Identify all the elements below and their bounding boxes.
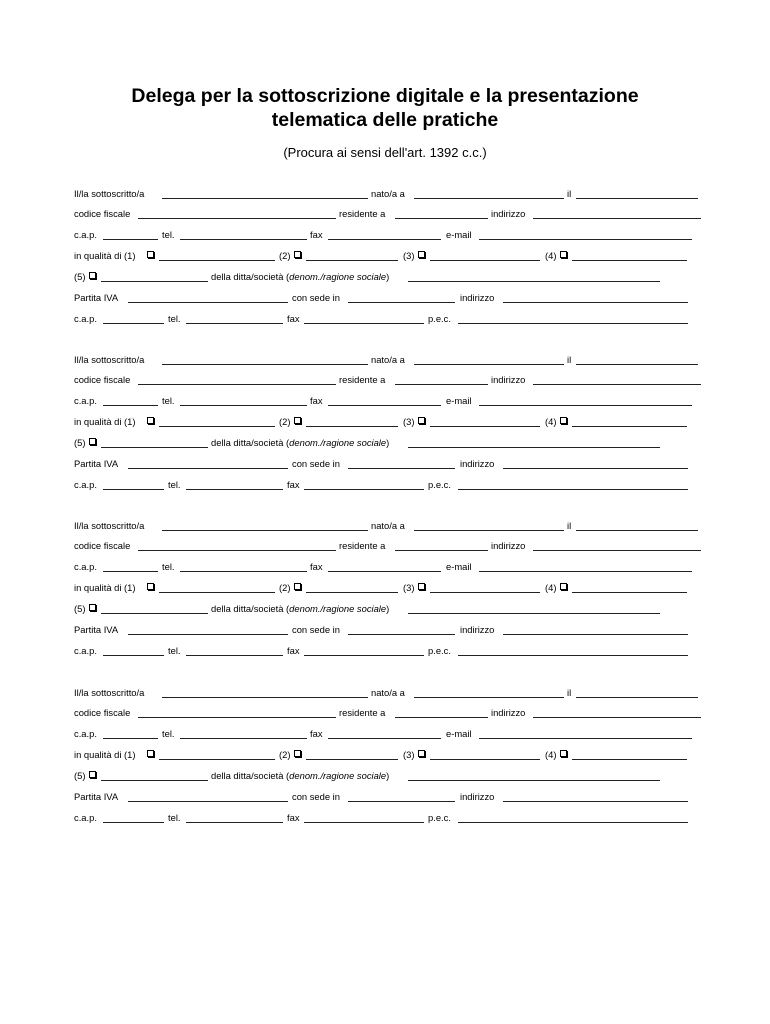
label-indirizzo-sede: indirizzo [460, 791, 495, 802]
row-qualita [0, 580, 770, 596]
label-con-sede: con sede in [292, 791, 340, 802]
field-cap[interactable] [103, 738, 158, 739]
row-ditta [0, 768, 770, 784]
checkbox-opt5[interactable] [89, 771, 96, 778]
label-fax: fax [310, 561, 323, 572]
label-tel-ditta: tel. [168, 313, 181, 324]
label-partita-iva: Partita IVA [74, 791, 119, 802]
field-codice-fiscale[interactable] [138, 218, 336, 219]
label-residente: residente a [339, 208, 386, 219]
row-contatti-ditta [0, 810, 770, 826]
checkbox-opt2[interactable] [294, 583, 301, 590]
document-title [0, 84, 770, 132]
label-fax: fax [310, 229, 323, 240]
label-sottoscritto: Il/la sottoscritto/a [74, 354, 145, 365]
field-opt2[interactable] [306, 592, 398, 593]
field-opt1[interactable] [159, 426, 275, 427]
field-nome[interactable] [162, 530, 368, 531]
field-indirizzo[interactable] [533, 218, 701, 219]
field-opt2[interactable] [306, 759, 398, 760]
field-fax[interactable] [328, 405, 441, 406]
field-opt3[interactable] [430, 759, 540, 760]
row-codice-fiscale [0, 206, 770, 222]
field-opt5[interactable] [101, 281, 208, 282]
checkbox-opt4[interactable] [560, 251, 567, 258]
field-ragione-sociale[interactable] [408, 447, 660, 448]
row-contatti [0, 227, 770, 243]
checkbox-opt5[interactable] [89, 438, 96, 445]
field-data-nascita[interactable] [576, 364, 698, 365]
field-cap[interactable] [103, 405, 158, 406]
field-fax-ditta[interactable] [304, 822, 424, 823]
field-indirizzo-sede[interactable] [503, 302, 688, 303]
row-contatti [0, 559, 770, 575]
label-nato: nato/a a [371, 188, 405, 199]
label-nato: nato/a a [371, 520, 405, 531]
checkbox-opt1[interactable] [147, 251, 154, 258]
field-email[interactable] [479, 239, 692, 240]
label-tel: tel. [162, 728, 175, 739]
field-opt2[interactable] [306, 260, 398, 261]
checkbox-opt1[interactable] [147, 583, 154, 590]
label-cap: c.a.p. [74, 229, 97, 240]
label-nato: nato/a a [371, 687, 405, 698]
label-partita-iva: Partita IVA [74, 624, 119, 635]
row-qualita [0, 248, 770, 264]
field-partita-iva[interactable] [128, 634, 288, 635]
checkbox-opt4[interactable] [560, 583, 567, 590]
label-ditta: della ditta/società (denom./ragione sociale) [211, 770, 390, 781]
field-partita-iva[interactable] [128, 302, 288, 303]
field-indirizzo[interactable] [533, 550, 701, 551]
field-opt5[interactable] [101, 447, 208, 448]
field-email[interactable] [479, 571, 692, 572]
field-residenza[interactable] [395, 550, 488, 551]
label-tel: tel. [162, 229, 175, 240]
field-opt3[interactable] [430, 592, 540, 593]
label-cap-ditta: c.a.p. [74, 479, 97, 490]
label-indirizzo-sede: indirizzo [460, 292, 495, 303]
label-opt3: (3) [403, 749, 415, 760]
row-qualita [0, 747, 770, 763]
field-fax[interactable] [328, 239, 441, 240]
field-residenza[interactable] [395, 384, 488, 385]
label-sottoscritto: Il/la sottoscritto/a [74, 520, 145, 531]
label-ditta: della ditta/società (denom./ragione sociale) [211, 437, 390, 448]
label-fax-ditta: fax [287, 479, 300, 490]
field-opt3[interactable] [430, 260, 540, 261]
field-ragione-sociale[interactable] [408, 780, 660, 781]
label-sottoscritto: Il/la sottoscritto/a [74, 188, 145, 199]
label-email: e-mail [446, 561, 472, 572]
label-tel-ditta: tel. [168, 479, 181, 490]
label-codice-fiscale: codice fiscale [74, 707, 131, 718]
field-cap-ditta[interactable] [103, 655, 164, 656]
field-sede[interactable] [348, 468, 455, 469]
label-indirizzo: indirizzo [491, 707, 526, 718]
label-con-sede: con sede in [292, 292, 340, 303]
label-opt4: (4) [545, 582, 557, 593]
label-pec: p.e.c. [428, 313, 451, 324]
field-tel-ditta[interactable] [186, 822, 283, 823]
title-line-1: Delega per la sottoscrizione digitale e la presentazione [131, 85, 639, 107]
field-nome[interactable] [162, 364, 368, 365]
row-sottoscritto [0, 685, 770, 701]
row-qualita [0, 414, 770, 430]
field-fax-ditta[interactable] [304, 655, 424, 656]
checkbox-opt1[interactable] [147, 750, 154, 757]
label-indirizzo: indirizzo [491, 540, 526, 551]
field-residenza[interactable] [395, 717, 488, 718]
row-sottoscritto [0, 518, 770, 534]
field-sede[interactable] [348, 634, 455, 635]
field-ragione-sociale[interactable] [408, 613, 660, 614]
field-tel-ditta[interactable] [186, 323, 283, 324]
label-opt2: (2) [279, 416, 291, 427]
row-partita-iva [0, 789, 770, 805]
label-sottoscritto: Il/la sottoscritto/a [74, 687, 145, 698]
checkbox-opt2[interactable] [294, 251, 301, 258]
checkbox-opt4[interactable] [560, 417, 567, 424]
label-email: e-mail [446, 229, 472, 240]
label-codice-fiscale: codice fiscale [74, 374, 131, 385]
label-qualita: in qualità di (1) [74, 582, 136, 593]
label-indirizzo-sede: indirizzo [460, 624, 495, 635]
field-sede[interactable] [348, 302, 455, 303]
field-tel[interactable] [180, 239, 307, 240]
field-opt5[interactable] [101, 780, 208, 781]
checkbox-opt1[interactable] [147, 417, 154, 424]
field-opt2[interactable] [306, 426, 398, 427]
field-cap[interactable] [103, 571, 158, 572]
label-tel-ditta: tel. [168, 812, 181, 823]
label-opt3: (3) [403, 582, 415, 593]
label-pec: p.e.c. [428, 645, 451, 656]
field-luogo-nascita[interactable] [414, 198, 564, 199]
field-data-nascita[interactable] [576, 530, 698, 531]
field-ragione-sociale[interactable] [408, 281, 660, 282]
label-cap: c.a.p. [74, 728, 97, 739]
row-ditta [0, 601, 770, 617]
field-tel-ditta[interactable] [186, 655, 283, 656]
field-codice-fiscale[interactable] [138, 717, 336, 718]
label-opt4: (4) [545, 749, 557, 760]
label-opt5: (5) [74, 437, 86, 448]
checkbox-opt3[interactable] [418, 417, 425, 424]
row-ditta [0, 435, 770, 451]
field-opt3[interactable] [430, 426, 540, 427]
checkbox-opt3[interactable] [418, 750, 425, 757]
label-email: e-mail [446, 395, 472, 406]
field-data-nascita[interactable] [576, 198, 698, 199]
row-codice-fiscale [0, 372, 770, 388]
label-opt3: (3) [403, 250, 415, 261]
field-fax[interactable] [328, 738, 441, 739]
row-contatti [0, 726, 770, 742]
row-codice-fiscale [0, 538, 770, 554]
field-cap-ditta[interactable] [103, 822, 164, 823]
checkbox-opt2[interactable] [294, 750, 301, 757]
label-indirizzo: indirizzo [491, 374, 526, 385]
label-il: il [567, 188, 572, 199]
label-tel-ditta: tel. [168, 645, 181, 656]
label-fax: fax [310, 728, 323, 739]
label-email: e-mail [446, 728, 472, 739]
field-sede[interactable] [348, 801, 455, 802]
label-nato: nato/a a [371, 354, 405, 365]
title-line-2: telematica delle pratiche [271, 109, 499, 131]
label-pec: p.e.c. [428, 812, 451, 823]
label-opt5: (5) [74, 271, 86, 282]
row-sottoscritto [0, 186, 770, 202]
row-partita-iva [0, 456, 770, 472]
field-indirizzo[interactable] [533, 384, 701, 385]
label-cap: c.a.p. [74, 561, 97, 572]
field-codice-fiscale[interactable] [138, 550, 336, 551]
label-residente: residente a [339, 707, 386, 718]
label-cap-ditta: c.a.p. [74, 645, 97, 656]
field-cap-ditta[interactable] [103, 489, 164, 490]
field-data-nascita[interactable] [576, 697, 698, 698]
field-tel[interactable] [180, 571, 307, 572]
field-cap-ditta[interactable] [103, 323, 164, 324]
label-fax-ditta: fax [287, 313, 300, 324]
field-opt1[interactable] [159, 759, 275, 760]
row-sottoscritto [0, 352, 770, 368]
field-opt4[interactable] [572, 759, 687, 760]
field-residenza[interactable] [395, 218, 488, 219]
label-fax: fax [310, 395, 323, 406]
row-contatti-ditta [0, 477, 770, 493]
field-tel-ditta[interactable] [186, 489, 283, 490]
field-indirizzo-sede[interactable] [503, 801, 688, 802]
label-opt4: (4) [545, 250, 557, 261]
field-pec[interactable] [458, 489, 688, 490]
field-tel[interactable] [180, 738, 307, 739]
field-indirizzo-sede[interactable] [503, 634, 688, 635]
label-residente: residente a [339, 374, 386, 385]
label-fax-ditta: fax [287, 812, 300, 823]
label-cap: c.a.p. [74, 395, 97, 406]
checkbox-opt5[interactable] [89, 272, 96, 279]
label-qualita: in qualità di (1) [74, 250, 136, 261]
label-codice-fiscale: codice fiscale [74, 208, 131, 219]
field-opt4[interactable] [572, 426, 687, 427]
field-pec[interactable] [458, 323, 688, 324]
field-opt1[interactable] [159, 592, 275, 593]
label-ditta: della ditta/società (denom./ragione sociale) [211, 603, 390, 614]
field-email[interactable] [479, 738, 692, 739]
field-codice-fiscale[interactable] [138, 384, 336, 385]
row-codice-fiscale [0, 705, 770, 721]
label-qualita: in qualità di (1) [74, 749, 136, 760]
label-opt3: (3) [403, 416, 415, 427]
row-contatti [0, 393, 770, 409]
label-il: il [567, 520, 572, 531]
field-fax-ditta[interactable] [304, 489, 424, 490]
label-ditta: della ditta/società (denom./ragione sociale) [211, 271, 390, 282]
label-indirizzo-sede: indirizzo [460, 458, 495, 469]
label-partita-iva: Partita IVA [74, 292, 119, 303]
label-con-sede: con sede in [292, 458, 340, 469]
label-opt2: (2) [279, 250, 291, 261]
label-opt2: (2) [279, 749, 291, 760]
label-pec: p.e.c. [428, 479, 451, 490]
field-indirizzo[interactable] [533, 717, 701, 718]
label-qualita: in qualità di (1) [74, 416, 136, 427]
document-subtitle: (Procura ai sensi dell'art. 1392 c.c.) [283, 145, 487, 160]
label-cap-ditta: c.a.p. [74, 313, 97, 324]
field-email[interactable] [479, 405, 692, 406]
checkbox-opt4[interactable] [560, 750, 567, 757]
label-il: il [567, 687, 572, 698]
checkbox-opt3[interactable] [418, 583, 425, 590]
field-fax-ditta[interactable] [304, 323, 424, 324]
field-luogo-nascita[interactable] [414, 364, 564, 365]
row-partita-iva [0, 622, 770, 638]
label-codice-fiscale: codice fiscale [74, 540, 131, 551]
field-fax[interactable] [328, 571, 441, 572]
field-pec[interactable] [458, 822, 688, 823]
field-cap[interactable] [103, 239, 158, 240]
field-partita-iva[interactable] [128, 468, 288, 469]
label-opt5: (5) [74, 603, 86, 614]
label-opt4: (4) [545, 416, 557, 427]
field-pec[interactable] [458, 655, 688, 656]
checkbox-opt5[interactable] [89, 604, 96, 611]
row-contatti-ditta [0, 643, 770, 659]
field-opt4[interactable] [572, 592, 687, 593]
label-tel: tel. [162, 561, 175, 572]
label-opt2: (2) [279, 582, 291, 593]
checkbox-opt3[interactable] [418, 251, 425, 258]
label-il: il [567, 354, 572, 365]
row-contatti-ditta [0, 311, 770, 327]
field-luogo-nascita[interactable] [414, 697, 564, 698]
label-indirizzo: indirizzo [491, 208, 526, 219]
label-residente: residente a [339, 540, 386, 551]
row-partita-iva [0, 290, 770, 306]
field-tel[interactable] [180, 405, 307, 406]
field-partita-iva[interactable] [128, 801, 288, 802]
field-indirizzo-sede[interactable] [503, 468, 688, 469]
label-tel: tel. [162, 395, 175, 406]
field-opt4[interactable] [572, 260, 687, 261]
field-opt5[interactable] [101, 613, 208, 614]
label-fax-ditta: fax [287, 645, 300, 656]
field-luogo-nascita[interactable] [414, 530, 564, 531]
label-cap-ditta: c.a.p. [74, 812, 97, 823]
label-opt5: (5) [74, 770, 86, 781]
label-partita-iva: Partita IVA [74, 458, 119, 469]
label-con-sede: con sede in [292, 624, 340, 635]
field-opt1[interactable] [159, 260, 275, 261]
row-ditta [0, 269, 770, 285]
field-nome[interactable] [162, 697, 368, 698]
field-nome[interactable] [162, 198, 368, 199]
checkbox-opt2[interactable] [294, 417, 301, 424]
